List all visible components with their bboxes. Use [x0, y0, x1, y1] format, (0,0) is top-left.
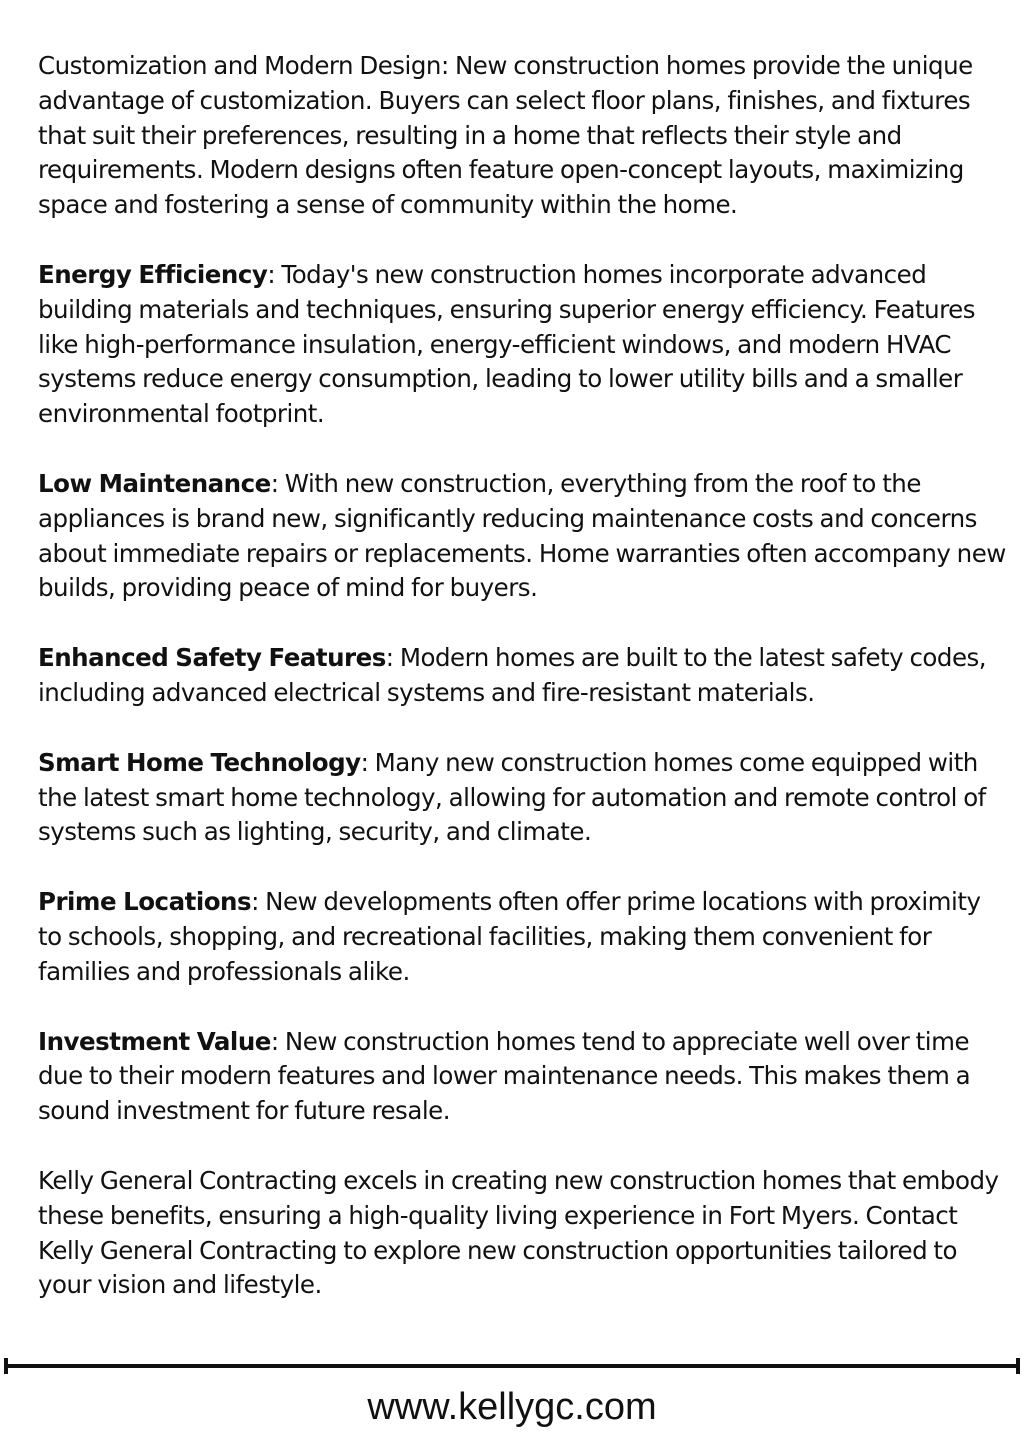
- divider-line: [4, 1364, 1020, 1368]
- section-energy-efficiency: [38, 258, 1008, 432]
- section-text: : Today's new construction homes incorporate advanced building materials and techniques, ensuring superior energy efficiency. Features like high-performance insulation, energy-efficient windows, and modern HVAC systems reduce energy consumption, leading to lower utility bills and a smaller environmental footprint.: [38, 259, 975, 429]
- footer-divider: [4, 1358, 1020, 1374]
- section-prime-locations: [38, 885, 1008, 989]
- section-smart-home: [38, 746, 1008, 850]
- section-low-maintenance: [38, 467, 1008, 606]
- section-heading: Enhanced Safety Features: [38, 643, 386, 673]
- section-text: : Modern homes are built to the latest safety codes, including advanced electrical systems and fire-resistant materials.: [38, 643, 987, 707]
- section-enhanced-safety: [38, 641, 1008, 711]
- document-body: [38, 49, 1008, 1338]
- section-text: : New construction homes tend to appreciate well over time due to their modern features and lower maintenance needs. This makes them a sound investment for future resale.: [38, 1026, 971, 1126]
- section-text: : With new construction, everything from the roof to the appliances is brand new, significantly reducing maintenance costs and concerns about immediate repairs or replacements. Home warranties often accompany new builds, providing peace of mind for buyers.: [38, 468, 1006, 603]
- closing-paragraph: Kelly General Contracting excels in creating new construction homes that embody these benefits, ensuring a high-quality living experience in Fort Myers. Contact Kelly General Contracting to explore new construction opportunities tailored to your vision and lifestyle.: [38, 1165, 999, 1300]
- divider-right-cap: [1016, 1358, 1020, 1374]
- section-heading: Low Maintenance: [38, 468, 271, 498]
- footer-website-link[interactable]: www.kellygc.com: [367, 1386, 657, 1428]
- section-heading: Prime Locations: [38, 887, 252, 917]
- section-text: : Many new construction homes come equipped with the latest smart home technology, allowing for automation and remote control of systems such as lighting, security, and climate.: [38, 747, 986, 847]
- section-heading: Energy Efficiency: [38, 259, 268, 289]
- section-investment-value: [38, 1025, 1008, 1129]
- section-heading: Investment Value: [38, 1026, 271, 1056]
- intro-paragraph: Customization and Modern Design: New construction homes provide the unique advantage of customization. Buyers can select floor plans, finishes, and fixtures that suit their preferences, resulting in a home that reflects their style and requirements. Modern designs often feature open-concept layouts, maximizing space and fostering a sense of community within the home.: [38, 51, 973, 220]
- section-text: : New developments often offer prime locations with proximity to schools, shopping, and recreational facilities, making them convenient for families and professionals alike.: [38, 887, 981, 986]
- section-heading: Smart Home Technology: [38, 747, 361, 777]
- divider-left-cap: [4, 1358, 8, 1374]
